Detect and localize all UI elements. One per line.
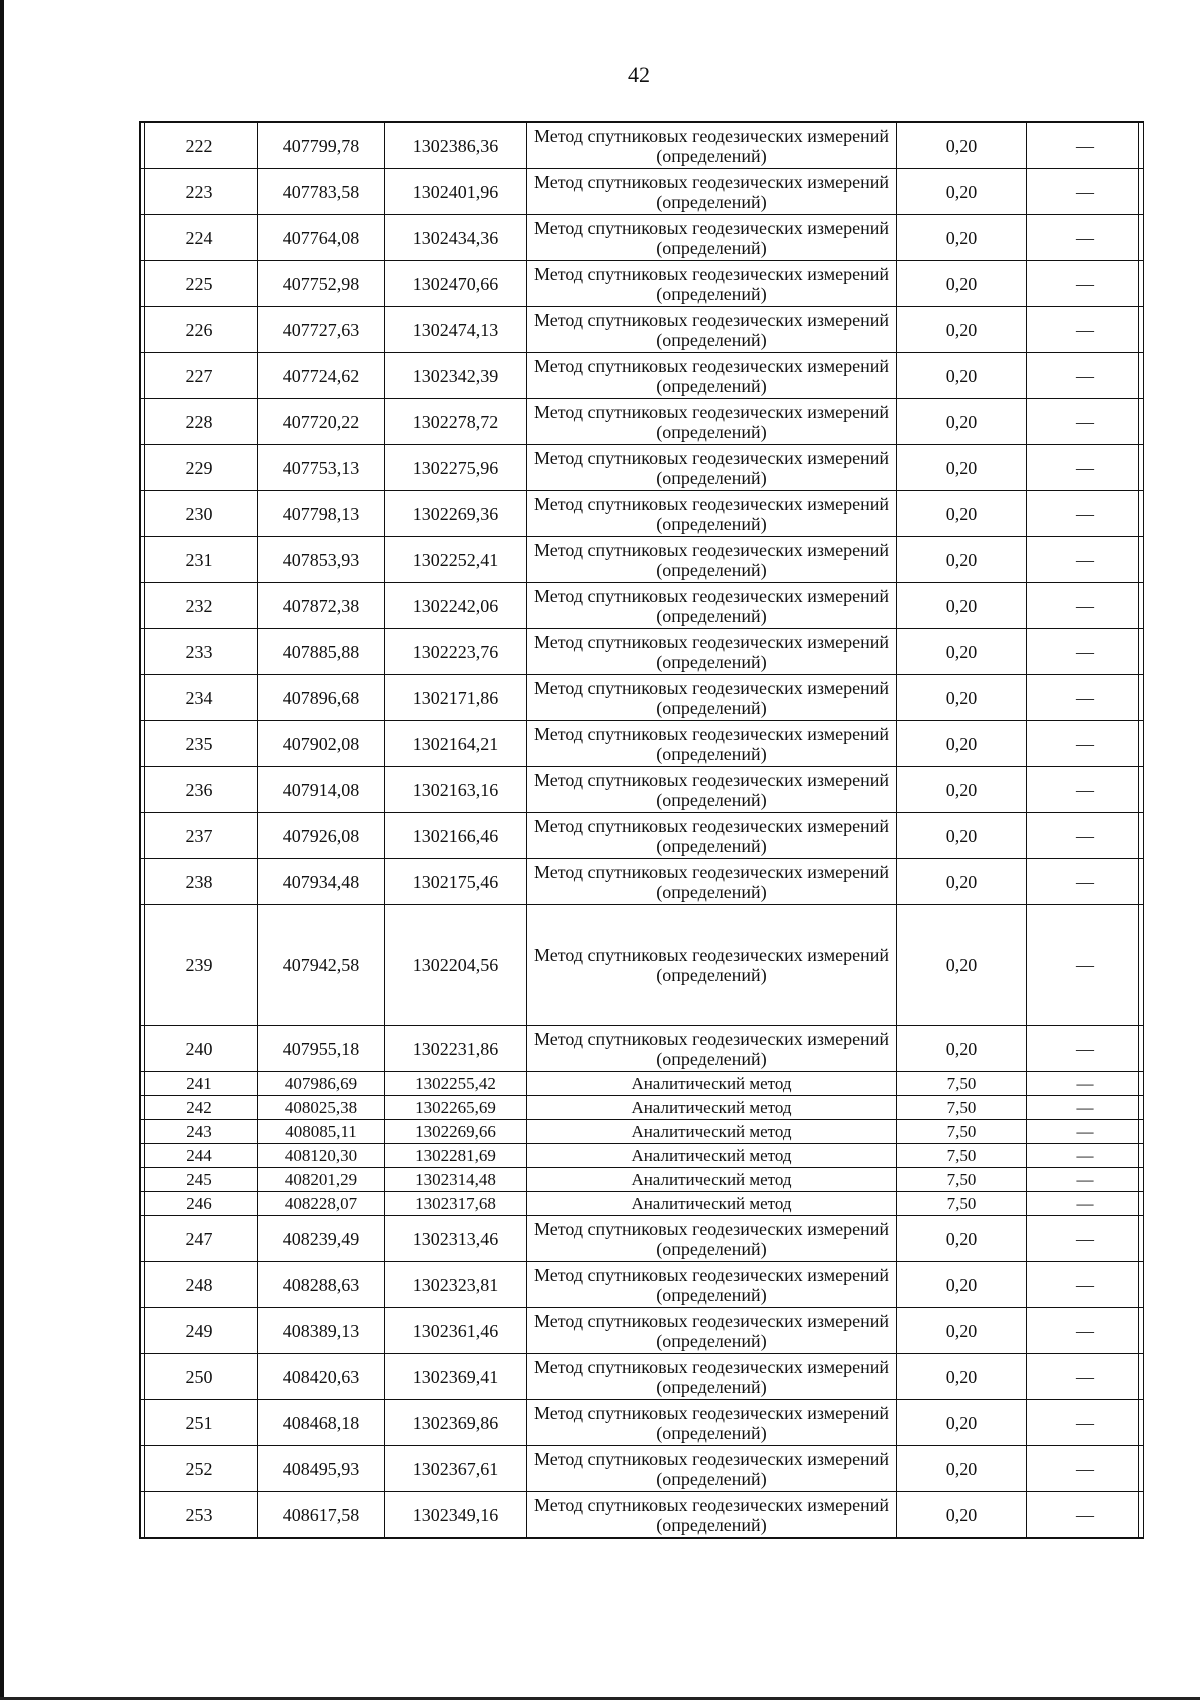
method-cell xyxy=(527,1168,897,1192)
x-coordinate-cell: 408228,07 xyxy=(258,1192,385,1216)
x-coordinate-cell: 408120,30 xyxy=(258,1144,385,1168)
note-cell: — xyxy=(1027,1168,1144,1192)
y-coordinate-cell: 1302171,86 xyxy=(385,675,527,721)
method-text: Аналитический метод xyxy=(631,1193,792,1213)
note-cell: — xyxy=(1027,1026,1144,1072)
page-number: 42 xyxy=(628,62,650,87)
method-text: Метод спутниковых геодезических измерений (определений) xyxy=(533,945,890,985)
point-number-cell: 239 xyxy=(141,905,258,1026)
table-row xyxy=(141,169,1144,215)
y-coordinate-cell: 1302369,41 xyxy=(385,1354,527,1400)
accuracy-cell: 0,20 xyxy=(897,629,1027,675)
scan-edge-left xyxy=(0,0,4,1700)
table-row xyxy=(141,813,1144,859)
method-cell xyxy=(527,859,897,905)
table-row xyxy=(141,859,1144,905)
method-text: Метод спутниковых геодезических измерений (определений) xyxy=(533,769,890,810)
y-coordinate-cell: 1302434,36 xyxy=(385,215,527,261)
point-number-cell: 224 xyxy=(141,215,258,261)
y-coordinate-cell: 1302275,96 xyxy=(385,445,527,491)
note-cell: — xyxy=(1027,1446,1144,1492)
x-coordinate-cell: 408288,63 xyxy=(258,1262,385,1308)
y-coordinate-cell: 1302401,96 xyxy=(385,169,527,215)
method-text: Аналитический метод xyxy=(631,1169,792,1189)
method-cell xyxy=(527,491,897,537)
table-row xyxy=(141,399,1144,445)
accuracy-cell: 0,20 xyxy=(897,353,1027,399)
method-cell xyxy=(527,1096,897,1120)
point-number-cell: 233 xyxy=(141,629,258,675)
accuracy-cell: 0,20 xyxy=(897,491,1027,537)
note-cell: — xyxy=(1027,169,1144,215)
table-row xyxy=(141,123,1144,169)
method-cell xyxy=(527,583,897,629)
x-coordinate-cell: 407799,78 xyxy=(258,123,385,169)
accuracy-cell: 0,20 xyxy=(897,813,1027,859)
x-coordinate-cell: 407942,58 xyxy=(258,905,385,1026)
note-cell: — xyxy=(1027,629,1144,675)
method-cell xyxy=(527,905,897,1026)
point-number-cell: 250 xyxy=(141,1354,258,1400)
method-text: Метод спутниковых геодезических измерений (определений) xyxy=(533,355,890,396)
method-cell xyxy=(527,307,897,353)
table-row xyxy=(141,1446,1144,1492)
table-row xyxy=(141,491,1144,537)
method-cell xyxy=(527,813,897,859)
table-row xyxy=(141,1072,1144,1096)
y-coordinate-cell: 1302163,16 xyxy=(385,767,527,813)
note-cell: — xyxy=(1027,675,1144,721)
accuracy-cell: 0,20 xyxy=(897,1026,1027,1072)
note-cell: — xyxy=(1027,767,1144,813)
y-coordinate-cell: 1302349,16 xyxy=(385,1492,527,1538)
table-row xyxy=(141,1308,1144,1354)
method-text: Метод спутниковых геодезических измерений (определений) xyxy=(533,677,890,718)
x-coordinate-cell: 407885,88 xyxy=(258,629,385,675)
note-cell: — xyxy=(1027,1216,1144,1262)
note-cell: — xyxy=(1027,353,1144,399)
y-coordinate-cell: 1302242,06 xyxy=(385,583,527,629)
method-cell xyxy=(527,767,897,813)
accuracy-cell: 0,20 xyxy=(897,1400,1027,1446)
method-cell xyxy=(527,1144,897,1168)
y-coordinate-cell: 1302342,39 xyxy=(385,353,527,399)
table-row xyxy=(141,1026,1144,1072)
method-text: Метод спутниковых геодезических измерений (определений) xyxy=(533,1264,890,1305)
accuracy-cell: 7,50 xyxy=(897,1144,1027,1168)
y-coordinate-cell: 1302269,66 xyxy=(385,1120,527,1144)
accuracy-cell: 0,20 xyxy=(897,123,1027,169)
method-text: Метод спутниковых геодезических измерений (определений) xyxy=(533,585,890,626)
point-number-cell: 248 xyxy=(141,1262,258,1308)
point-number-cell: 240 xyxy=(141,1026,258,1072)
note-cell: — xyxy=(1027,1120,1144,1144)
y-coordinate-cell: 1302281,69 xyxy=(385,1144,527,1168)
point-number-cell: 232 xyxy=(141,583,258,629)
method-cell xyxy=(527,261,897,307)
accuracy-cell: 0,20 xyxy=(897,1446,1027,1492)
accuracy-cell: 7,50 xyxy=(897,1072,1027,1096)
y-coordinate-cell: 1302314,48 xyxy=(385,1168,527,1192)
note-cell: — xyxy=(1027,1400,1144,1446)
table-row xyxy=(141,1192,1144,1216)
y-coordinate-cell: 1302470,66 xyxy=(385,261,527,307)
method-cell xyxy=(527,537,897,583)
y-coordinate-cell: 1302313,46 xyxy=(385,1216,527,1262)
method-cell xyxy=(527,1120,897,1144)
accuracy-cell: 0,20 xyxy=(897,675,1027,721)
y-coordinate-cell: 1302204,56 xyxy=(385,905,527,1026)
y-coordinate-cell: 1302474,13 xyxy=(385,307,527,353)
note-cell: — xyxy=(1027,307,1144,353)
method-text: Метод спутниковых геодезических измерений (определений) xyxy=(533,401,890,442)
method-cell xyxy=(527,721,897,767)
table-row xyxy=(141,675,1144,721)
x-coordinate-cell: 408201,29 xyxy=(258,1168,385,1192)
table-row xyxy=(141,307,1144,353)
x-coordinate-cell: 407896,68 xyxy=(258,675,385,721)
x-coordinate-cell: 407753,13 xyxy=(258,445,385,491)
y-coordinate-cell: 1302369,86 xyxy=(385,1400,527,1446)
coordinates-table-frame xyxy=(139,121,1144,1539)
note-cell: — xyxy=(1027,261,1144,307)
method-text: Аналитический метод xyxy=(631,1097,792,1117)
y-coordinate-cell: 1302367,61 xyxy=(385,1446,527,1492)
note-cell: — xyxy=(1027,1192,1144,1216)
note-cell: — xyxy=(1027,1072,1144,1096)
method-cell xyxy=(527,215,897,261)
method-text: Метод спутниковых геодезических измерений (определений) xyxy=(533,723,890,764)
point-number-cell: 252 xyxy=(141,1446,258,1492)
table-row xyxy=(141,767,1144,813)
table-row xyxy=(141,215,1144,261)
accuracy-cell: 0,20 xyxy=(897,1262,1027,1308)
table-row xyxy=(141,445,1144,491)
point-number-cell: 235 xyxy=(141,721,258,767)
x-coordinate-cell: 408468,18 xyxy=(258,1400,385,1446)
method-cell xyxy=(527,1262,897,1308)
method-text: Метод спутниковых геодезических измерений (определений) xyxy=(533,309,890,350)
point-number-cell: 249 xyxy=(141,1308,258,1354)
method-cell xyxy=(527,1072,897,1096)
method-cell xyxy=(527,629,897,675)
x-coordinate-cell: 408389,13 xyxy=(258,1308,385,1354)
method-cell xyxy=(527,353,897,399)
accuracy-cell: 0,20 xyxy=(897,721,1027,767)
accuracy-cell: 0,20 xyxy=(897,905,1027,1026)
method-text: Метод спутниковых геодезических измерений (определений) xyxy=(533,171,890,212)
note-cell: — xyxy=(1027,905,1144,1026)
method-cell xyxy=(527,675,897,721)
accuracy-cell: 0,20 xyxy=(897,399,1027,445)
point-number-cell: 228 xyxy=(141,399,258,445)
accuracy-cell: 0,20 xyxy=(897,767,1027,813)
method-text: Метод спутниковых геодезических измерений (определений) xyxy=(533,815,890,856)
method-cell xyxy=(527,399,897,445)
point-number-cell: 236 xyxy=(141,767,258,813)
x-coordinate-cell: 408420,63 xyxy=(258,1354,385,1400)
method-cell xyxy=(527,1308,897,1354)
method-text: Метод спутниковых геодезических измерений (определений) xyxy=(533,263,890,304)
y-coordinate-cell: 1302252,41 xyxy=(385,537,527,583)
method-cell xyxy=(527,1400,897,1446)
method-text: Метод спутниковых геодезических измерений (определений) xyxy=(533,1218,890,1259)
x-coordinate-cell: 407724,62 xyxy=(258,353,385,399)
note-cell: — xyxy=(1027,215,1144,261)
point-number-cell: 245 xyxy=(141,1168,258,1192)
y-coordinate-cell: 1302255,42 xyxy=(385,1072,527,1096)
note-cell: — xyxy=(1027,123,1144,169)
method-text: Метод спутниковых геодезических измерений (определений) xyxy=(533,125,890,166)
method-text: Метод спутниковых геодезических измерений (определений) xyxy=(533,1310,890,1351)
table-row xyxy=(141,905,1144,1026)
point-number-cell: 246 xyxy=(141,1192,258,1216)
method-text: Аналитический метод xyxy=(631,1145,792,1165)
method-cell xyxy=(527,1446,897,1492)
point-number-cell: 229 xyxy=(141,445,258,491)
accuracy-cell: 0,20 xyxy=(897,1216,1027,1262)
table-row xyxy=(141,1144,1144,1168)
coordinates-table-body xyxy=(141,123,1144,1538)
point-number-cell: 226 xyxy=(141,307,258,353)
table-row xyxy=(141,1168,1144,1192)
point-number-cell: 242 xyxy=(141,1096,258,1120)
y-coordinate-cell: 1302175,46 xyxy=(385,859,527,905)
x-coordinate-cell: 407914,08 xyxy=(258,767,385,813)
x-coordinate-cell: 407720,22 xyxy=(258,399,385,445)
x-coordinate-cell: 407926,08 xyxy=(258,813,385,859)
table-row xyxy=(141,1262,1144,1308)
note-cell: — xyxy=(1027,1144,1144,1168)
note-cell: — xyxy=(1027,583,1144,629)
method-cell xyxy=(527,1192,897,1216)
method-cell xyxy=(527,1354,897,1400)
x-coordinate-cell: 408085,11 xyxy=(258,1120,385,1144)
x-coordinate-cell: 407955,18 xyxy=(258,1026,385,1072)
accuracy-cell: 0,20 xyxy=(897,307,1027,353)
method-text: Метод спутниковых геодезических измерений (определений) xyxy=(533,447,890,488)
note-cell: — xyxy=(1027,1492,1144,1538)
accuracy-cell: 0,20 xyxy=(897,215,1027,261)
method-cell xyxy=(527,169,897,215)
point-number-cell: 253 xyxy=(141,1492,258,1538)
method-text: Аналитический метод xyxy=(631,1073,792,1093)
note-cell: — xyxy=(1027,399,1144,445)
accuracy-cell: 0,20 xyxy=(897,537,1027,583)
x-coordinate-cell: 407798,13 xyxy=(258,491,385,537)
table-row xyxy=(141,1120,1144,1144)
method-text: Метод спутниковых геодезических измерений (определений) xyxy=(533,1494,890,1535)
accuracy-cell: 0,20 xyxy=(897,169,1027,215)
point-number-cell: 238 xyxy=(141,859,258,905)
note-cell: — xyxy=(1027,859,1144,905)
accuracy-cell: 0,20 xyxy=(897,1354,1027,1400)
method-cell xyxy=(527,1492,897,1538)
method-text: Метод спутниковых геодезических измерений (определений) xyxy=(533,1028,890,1069)
y-coordinate-cell: 1302361,46 xyxy=(385,1308,527,1354)
x-coordinate-cell: 407727,63 xyxy=(258,307,385,353)
method-text: Метод спутниковых геодезических измерений (определений) xyxy=(533,861,890,902)
table-row xyxy=(141,261,1144,307)
method-text: Метод спутниковых геодезических измерений (определений) xyxy=(533,493,890,534)
point-number-cell: 251 xyxy=(141,1400,258,1446)
table-row xyxy=(141,1354,1144,1400)
table-row xyxy=(141,537,1144,583)
method-cell xyxy=(527,1216,897,1262)
y-coordinate-cell: 1302223,76 xyxy=(385,629,527,675)
table-row xyxy=(141,1216,1144,1262)
y-coordinate-cell: 1302231,86 xyxy=(385,1026,527,1072)
accuracy-cell: 0,20 xyxy=(897,1308,1027,1354)
accuracy-cell: 0,20 xyxy=(897,859,1027,905)
accuracy-cell: 0,20 xyxy=(897,583,1027,629)
method-cell xyxy=(527,445,897,491)
method-text: Метод спутниковых геодезических измерений (определений) xyxy=(533,1448,890,1489)
x-coordinate-cell: 407783,58 xyxy=(258,169,385,215)
accuracy-cell: 7,50 xyxy=(897,1096,1027,1120)
note-cell: — xyxy=(1027,1354,1144,1400)
note-cell: — xyxy=(1027,537,1144,583)
table-row xyxy=(141,1096,1144,1120)
table-row xyxy=(141,1400,1144,1446)
table-row xyxy=(141,629,1144,675)
point-number-cell: 230 xyxy=(141,491,258,537)
x-coordinate-cell: 407986,69 xyxy=(258,1072,385,1096)
y-coordinate-cell: 1302166,46 xyxy=(385,813,527,859)
note-cell: — xyxy=(1027,1262,1144,1308)
point-number-cell: 222 xyxy=(141,123,258,169)
method-text: Метод спутниковых геодезических измерений (определений) xyxy=(533,1356,890,1397)
point-number-cell: 225 xyxy=(141,261,258,307)
note-cell: — xyxy=(1027,491,1144,537)
point-number-cell: 247 xyxy=(141,1216,258,1262)
y-coordinate-cell: 1302386,36 xyxy=(385,123,527,169)
x-coordinate-cell: 407752,98 xyxy=(258,261,385,307)
table-row xyxy=(141,1492,1144,1538)
note-cell: — xyxy=(1027,1096,1144,1120)
method-text: Метод спутниковых геодезических измерений (определений) xyxy=(533,1402,890,1443)
x-coordinate-cell: 408025,38 xyxy=(258,1096,385,1120)
x-coordinate-cell: 407853,93 xyxy=(258,537,385,583)
method-text: Метод спутниковых геодезических измерений (определений) xyxy=(533,539,890,580)
table-row xyxy=(141,721,1144,767)
point-number-cell: 243 xyxy=(141,1120,258,1144)
x-coordinate-cell: 408617,58 xyxy=(258,1492,385,1538)
y-coordinate-cell: 1302269,36 xyxy=(385,491,527,537)
note-cell: — xyxy=(1027,813,1144,859)
method-text: Метод спутниковых геодезических измерений (определений) xyxy=(533,217,890,258)
note-cell: — xyxy=(1027,721,1144,767)
method-text: Аналитический метод xyxy=(631,1121,792,1141)
method-cell xyxy=(527,123,897,169)
y-coordinate-cell: 1302265,69 xyxy=(385,1096,527,1120)
y-coordinate-cell: 1302323,81 xyxy=(385,1262,527,1308)
y-coordinate-cell: 1302164,21 xyxy=(385,721,527,767)
point-number-cell: 234 xyxy=(141,675,258,721)
method-text: Метод спутниковых геодезических измерений (определений) xyxy=(533,631,890,672)
point-number-cell: 223 xyxy=(141,169,258,215)
accuracy-cell: 0,20 xyxy=(897,445,1027,491)
point-number-cell: 241 xyxy=(141,1072,258,1096)
accuracy-cell: 0,20 xyxy=(897,1492,1027,1538)
accuracy-cell: 7,50 xyxy=(897,1192,1027,1216)
accuracy-cell: 7,50 xyxy=(897,1120,1027,1144)
accuracy-cell: 0,20 xyxy=(897,261,1027,307)
method-cell xyxy=(527,1026,897,1072)
table-row xyxy=(141,583,1144,629)
y-coordinate-cell: 1302278,72 xyxy=(385,399,527,445)
accuracy-cell: 7,50 xyxy=(897,1168,1027,1192)
x-coordinate-cell: 407872,38 xyxy=(258,583,385,629)
coordinates-table xyxy=(140,122,1144,1538)
point-number-cell: 244 xyxy=(141,1144,258,1168)
table-row xyxy=(141,353,1144,399)
note-cell: — xyxy=(1027,1308,1144,1354)
x-coordinate-cell: 408239,49 xyxy=(258,1216,385,1262)
x-coordinate-cell: 407764,08 xyxy=(258,215,385,261)
point-number-cell: 231 xyxy=(141,537,258,583)
point-number-cell: 237 xyxy=(141,813,258,859)
point-number-cell: 227 xyxy=(141,353,258,399)
note-cell: — xyxy=(1027,445,1144,491)
x-coordinate-cell: 408495,93 xyxy=(258,1446,385,1492)
x-coordinate-cell: 407902,08 xyxy=(258,721,385,767)
y-coordinate-cell: 1302317,68 xyxy=(385,1192,527,1216)
x-coordinate-cell: 407934,48 xyxy=(258,859,385,905)
